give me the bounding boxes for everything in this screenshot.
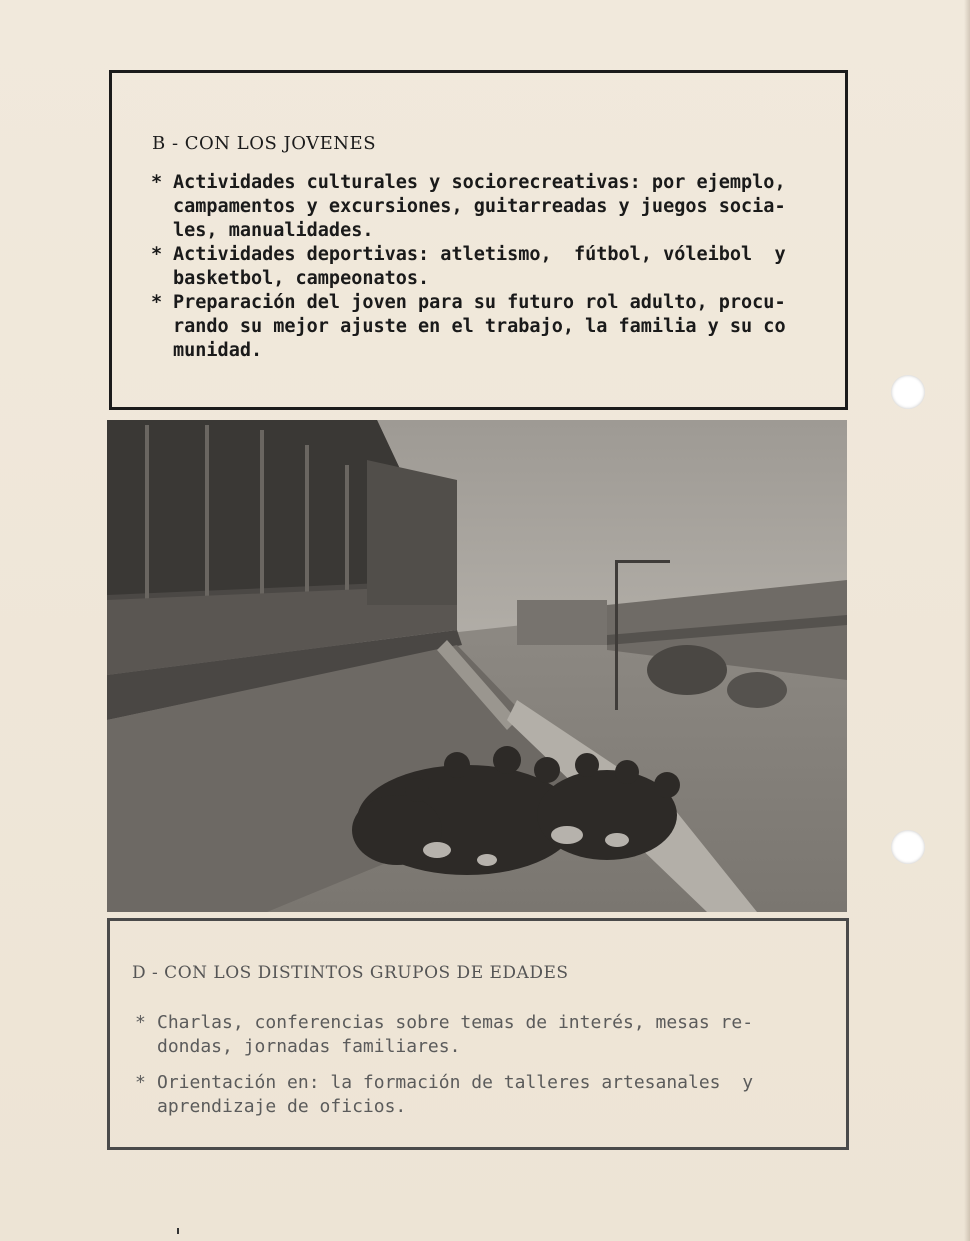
- bullet-asterisk: *: [151, 244, 163, 265]
- section-d-item-2: [135, 1071, 827, 1119]
- item-line: Charlas, conferencias sobre temas de interés, mesas re-: [157, 1012, 754, 1033]
- section-b-item-2: [151, 243, 837, 291]
- punch-hole-bottom: [891, 830, 925, 864]
- section-b-item-3: [151, 291, 837, 363]
- item-line: campamentos y excursiones, guitarreadas y juegos socia-: [173, 196, 786, 217]
- bullet-asterisk: *: [135, 1072, 146, 1093]
- bullet-asterisk: *: [151, 292, 163, 313]
- cooperative-photo: [107, 420, 847, 912]
- item-line: dondas, jornadas familiares.: [157, 1036, 461, 1057]
- section-d-heading: D - CON LOS DISTINTOS GRUPOS DE EDADES: [132, 963, 569, 983]
- item-line: [173, 171, 837, 195]
- section-d-item-1: [135, 1011, 827, 1059]
- item-line: Orientación en: la formación de talleres artesanales y: [157, 1072, 754, 1093]
- section-b-heading: B - CON LOS JOVENES: [152, 133, 377, 154]
- photo-illustration: [107, 420, 847, 912]
- item-line: rando su mejor ajuste en el trabajo, la familia y su co: [173, 316, 786, 337]
- item-line: les, manualidades.: [173, 220, 374, 241]
- item-line: basketbol, campeonatos.: [173, 268, 430, 289]
- item-line: Preparación del joven para su futuro rol adulto, procu-: [173, 292, 786, 313]
- item-line: aprendizaje de oficios.: [157, 1096, 407, 1117]
- section-d-box: [107, 918, 849, 1150]
- bullet-asterisk: *: [135, 1012, 146, 1033]
- section-b-item-1: [151, 171, 837, 243]
- bullet-asterisk: *: [151, 172, 163, 193]
- item-line: Actividades deportivas: atletismo, fútbol, vóleibol y: [173, 244, 786, 265]
- punch-hole-top: [891, 375, 925, 409]
- page-edge-shadow: [964, 0, 970, 1241]
- page-mark: [177, 1228, 179, 1234]
- section-b-box: [109, 70, 848, 410]
- item-line: munidad.: [173, 340, 263, 361]
- item-line-text: Actividades culturales y sociorecreativas: por ejemplo,: [173, 172, 786, 193]
